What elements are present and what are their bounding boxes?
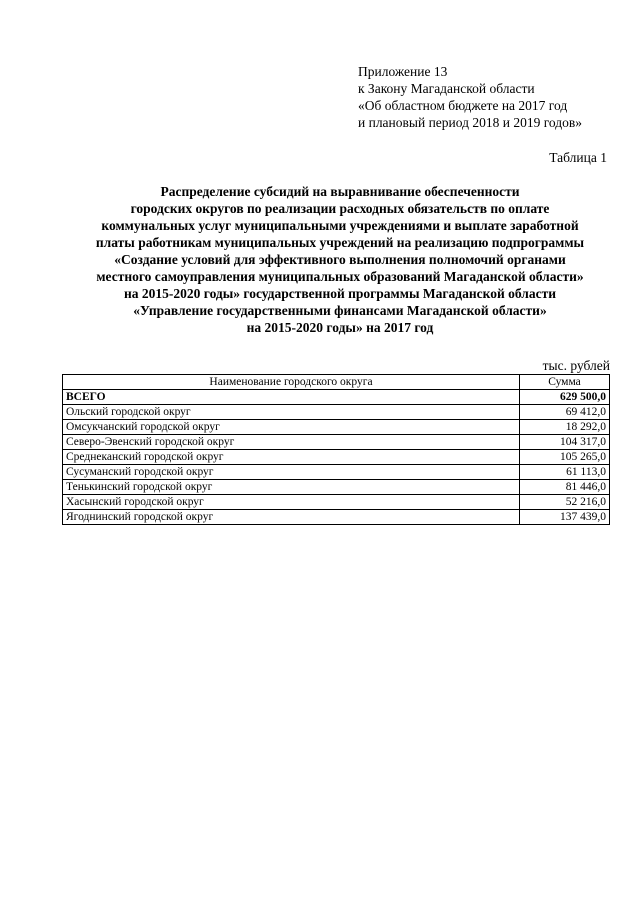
title-line: на 2015-2020 годы» на 2017 год	[246, 320, 434, 335]
title-line: местного самоуправления муниципальных образований Магаданской области»	[96, 269, 584, 284]
total-label: ВСЕГО	[63, 390, 520, 405]
table-row	[63, 495, 610, 510]
column-header-amount: Сумма	[520, 375, 610, 390]
appendix-line: к Закону Магаданской области	[358, 81, 535, 96]
district-name: Хасынский городской округ	[63, 495, 520, 510]
subsidy-table	[62, 374, 610, 525]
title-line: коммунальных услуг муниципальными учреждениями и выплате заработной	[101, 218, 579, 233]
appendix-header	[358, 63, 582, 131]
district-amount: 61 113,0	[520, 465, 610, 480]
table-row	[63, 510, 610, 525]
units-label: тыс. рублей	[542, 358, 610, 373]
appendix-line: и плановый период 2018 и 2019 годов»	[358, 115, 583, 130]
title-line: городских округов по реализации расходных обязательств по оплате	[130, 201, 550, 216]
table-row	[63, 480, 610, 495]
table-row	[63, 450, 610, 465]
total-amount: 629 500,0	[520, 390, 610, 405]
table-row	[63, 420, 610, 435]
district-amount: 18 292,0	[520, 420, 610, 435]
district-amount: 52 216,0	[520, 495, 610, 510]
table-row	[63, 435, 610, 450]
title-line: платы работникам муниципальных учреждений на реализацию подпрограммы	[95, 235, 585, 250]
table-row	[63, 465, 610, 480]
district-name: Среднеканский городской округ	[63, 450, 520, 465]
district-amount: 69 412,0	[520, 405, 610, 420]
title-line: на 2015-2020 годы» государственной программы Магаданской области	[124, 286, 556, 301]
district-amount: 81 446,0	[520, 480, 610, 495]
table-row	[63, 405, 610, 420]
district-name: Омсукчанский городской округ	[63, 420, 520, 435]
title-line: «Управление государственными финансами Магаданской области»	[133, 303, 547, 318]
title-line: Распределение субсидий на выравнивание обеспеченности	[160, 184, 520, 199]
district-name: Ягоднинский городской округ	[63, 510, 520, 525]
table-number: Таблица 1	[549, 150, 607, 165]
document-title	[40, 183, 640, 336]
total-row	[63, 390, 610, 405]
district-amount: 105 265,0	[520, 450, 610, 465]
district-name: Сусуманский городской округ	[63, 465, 520, 480]
table-header-row	[63, 375, 610, 390]
district-name: Тенькинский городской округ	[63, 480, 520, 495]
appendix-line: Приложение 13	[358, 64, 448, 79]
district-name: Северо-Эвенский городской округ	[63, 435, 520, 450]
district-name: Ольский городской округ	[63, 405, 520, 420]
district-amount: 137 439,0	[520, 510, 610, 525]
appendix-line: «Об областном бюджете на 2017 год	[358, 98, 568, 113]
district-amount: 104 317,0	[520, 435, 610, 450]
column-header-name: Наименование городского округа	[63, 375, 520, 390]
title-line: «Создание условий для эффективного выполнения полномочий органами	[114, 252, 566, 267]
